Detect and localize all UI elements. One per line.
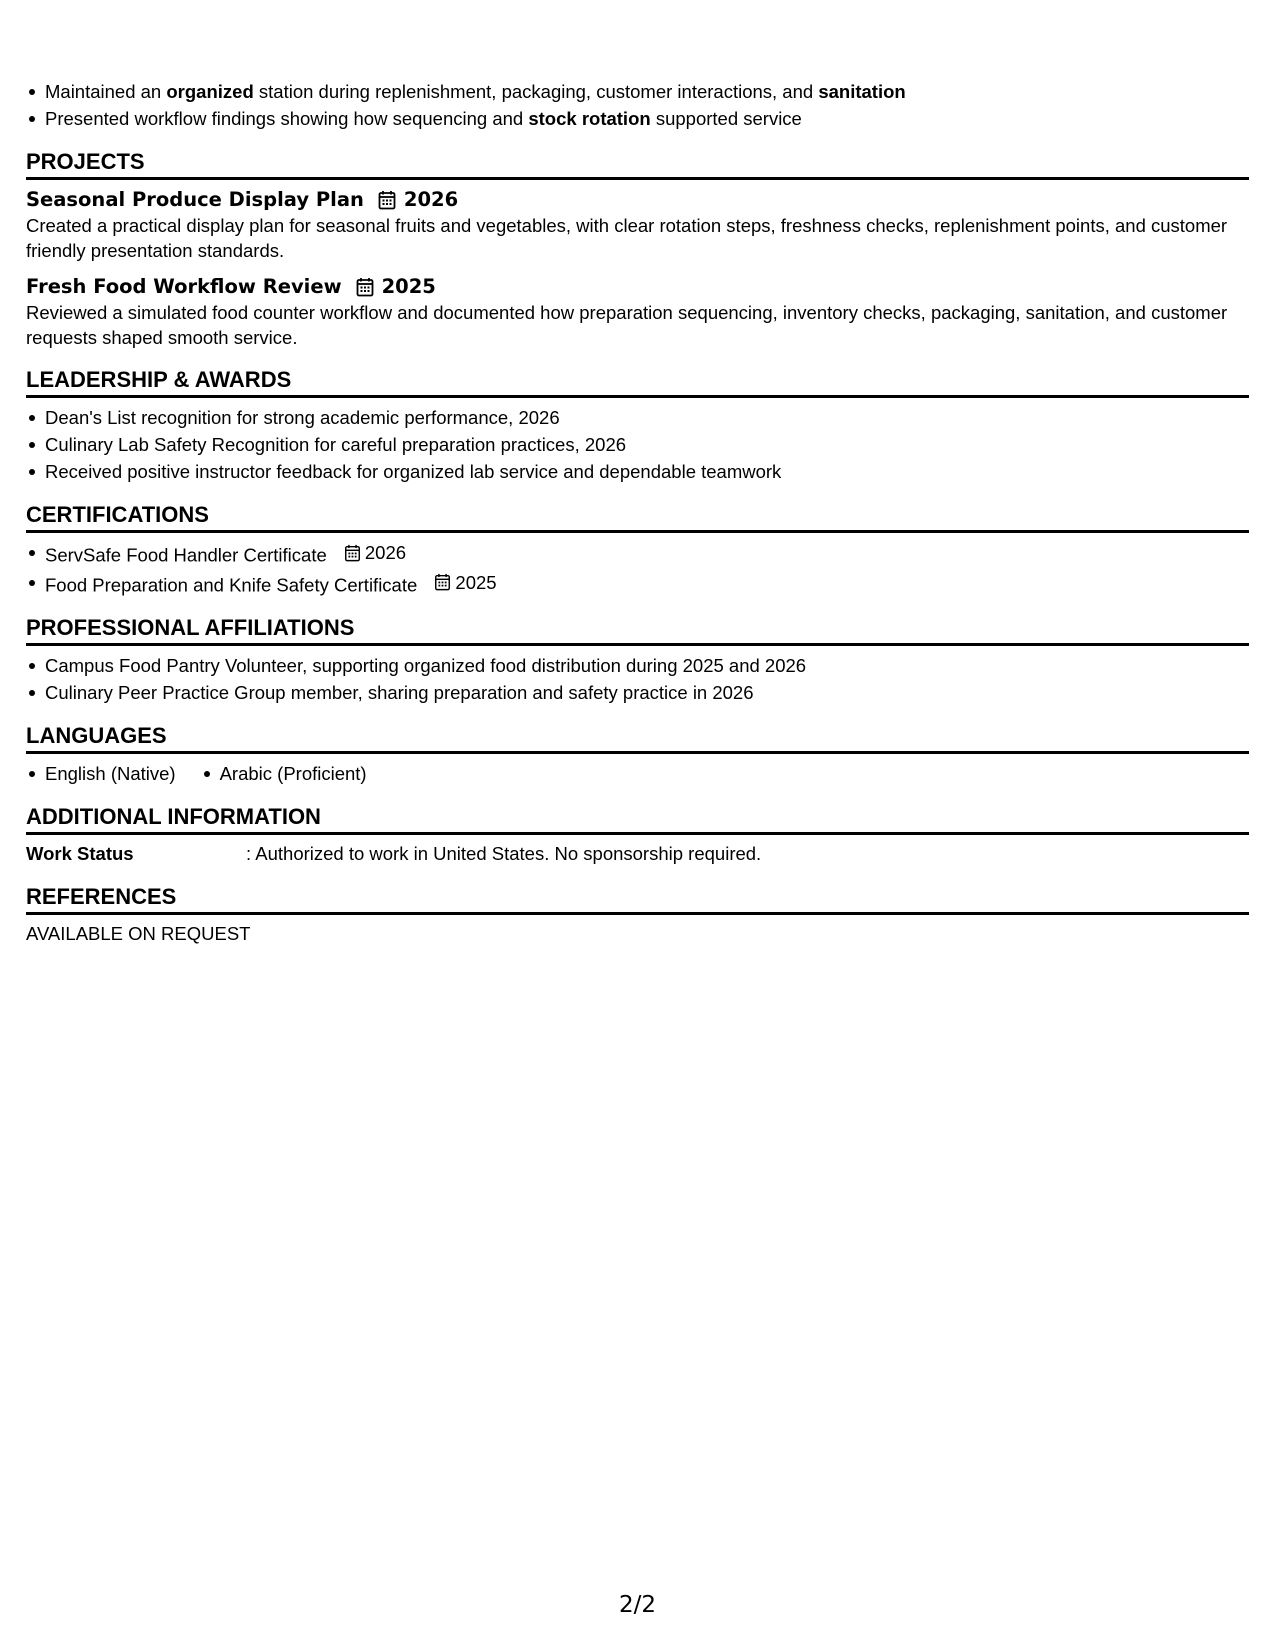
calendar-icon — [344, 544, 361, 562]
language-item: Arabic (Proficient) — [220, 760, 367, 787]
section-title: LANGUAGES — [26, 722, 1249, 754]
info-key: Work Status — [26, 843, 134, 864]
project-header — [26, 273, 1249, 301]
page-number: 2/2 — [618, 1592, 656, 1618]
language-item: English (Native) — [45, 760, 176, 787]
certificate-name: Food Preparation and Knife Safety Certificate — [45, 574, 418, 595]
project-header — [26, 186, 1249, 214]
project-description: Created a practical display plan for seasonal fruits and vegetables, with clear rotation steps, freshness checks, replenishment points, and customer friendly presentation standards. — [26, 215, 1228, 261]
references-text: AVAILABLE ON REQUEST — [26, 923, 251, 944]
certificate-name: ServSafe Food Handler Certificate — [45, 544, 327, 566]
section-title: CERTIFICATIONS — [26, 501, 1249, 533]
calendar-icon — [378, 190, 396, 210]
projects-section — [26, 148, 1249, 350]
project-description: Reviewed a simulated food counter workflow and documented how preparation sequencing, inventory checks, packaging, sanitation, and customer requests shaped smooth service. — [26, 302, 1228, 348]
certificate-date: 2025 — [455, 571, 497, 593]
list-item — [45, 539, 1249, 569]
references-section — [26, 883, 1249, 947]
affiliations-section — [26, 614, 1249, 706]
info-value: : Authorized to work in United States. No sponsorship required. — [246, 843, 762, 864]
section-title: PROJECTS — [26, 148, 1249, 180]
additional-info-section — [26, 803, 1249, 867]
certificate-date: 2026 — [364, 542, 407, 563]
list-item: Culinary Peer Practice Group member, sharing preparation and safety practice in 2026 — [45, 679, 1249, 706]
leadership-section — [26, 366, 1249, 485]
certifications-section — [26, 501, 1249, 598]
list-item — [45, 569, 1249, 599]
resume-page-2 — [26, 78, 1249, 947]
calendar-icon — [356, 277, 374, 297]
section-title: PROFESSIONAL AFFILIATIONS — [26, 614, 1249, 646]
list-item: Dean's List recognition for strong academic performance, 2026 — [45, 404, 1249, 431]
work-status-row — [26, 841, 1249, 867]
list-item: Culinary Lab Safety Recognition for careful preparation practices, 2026 — [45, 431, 1249, 458]
calendar-icon — [434, 573, 451, 591]
project-name: Seasonal Produce Display Plan — [26, 188, 364, 211]
project-name: Fresh Food Workflow Review — [26, 275, 342, 298]
section-title: REFERENCES — [26, 883, 1249, 915]
section-title: LEADERSHIP & AWARDS — [26, 366, 1249, 398]
section-title: ADDITIONAL INFORMATION — [26, 803, 1249, 835]
project-date: 2025 — [381, 275, 436, 298]
list-item: Campus Food Pantry Volunteer, supporting organized food distribution during 2025 and 2026 — [45, 652, 1249, 679]
experience-bullets — [26, 78, 1249, 132]
experience-bullet: Presented workflow findings showing how sequencing and stock rotation supported service — [45, 105, 1249, 132]
languages-section — [26, 722, 1249, 787]
project-date: 2026 — [403, 188, 459, 211]
experience-bullet: Maintained an organized station during replenishment, packaging, customer interactions, and sanitation — [45, 78, 1249, 105]
list-item: Received positive instructor feedback for organized lab service and dependable teamwork — [45, 458, 1249, 485]
